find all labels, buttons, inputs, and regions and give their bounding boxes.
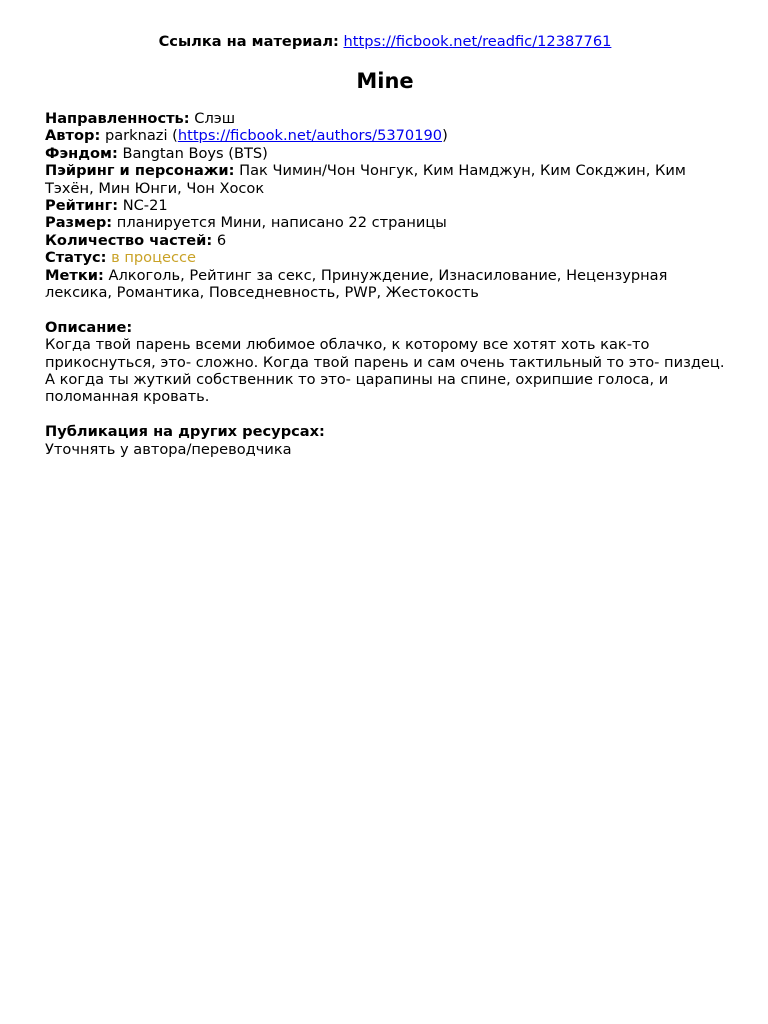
- tags-label: Метки:: [45, 266, 104, 284]
- publication-label: Публикация на других ресурсах:: [45, 423, 325, 441]
- size-value: планируется Мини, написано 22 страницы: [116, 214, 447, 232]
- rating-label: Рейтинг:: [45, 197, 119, 215]
- tags-value: Алкоголь, Рейтинг за секс, Принуждение, Изнасилование, Нецензурная лексика, Романтика, Повседневность, PWP, Жестокость: [45, 266, 668, 302]
- source-label: Ссылка на материал:: [158, 33, 339, 50]
- description-section: [45, 319, 725, 406]
- rating-row: [45, 197, 725, 214]
- parts-row: [45, 232, 725, 249]
- parts-value: 6: [216, 231, 227, 249]
- pairing-value: Пак Чимин/Чон Чонгук, Ким Намджун, Ким Сокджин, Ким Тэхён, Мин Юнги, Чон Хосок: [45, 162, 686, 197]
- description-text: Когда твой парень всеми любимое облачко, к которому все хотят хоть как-то прикоснуться, это- сложно. Когда твой парень и сам очень тактильный то это- пиздец. А когда ты жуткий собственник то это- царапины на спине, охрипшие голоса, и поломанная кровать.: [45, 336, 725, 406]
- pairing-label: Пэйринг и персонажи:: [45, 162, 235, 180]
- direction-value: Слэш: [194, 110, 236, 127]
- work-title: Mine: [356, 69, 414, 93]
- pairing-row: [45, 162, 725, 197]
- status-label: Статус:: [45, 249, 107, 267]
- parts-label: Количество частей:: [45, 231, 213, 249]
- author-label: Автор:: [45, 127, 101, 145]
- direction-label: Направленность:: [45, 110, 190, 127]
- tags-row: [45, 267, 725, 302]
- source-link[interactable]: https://ficbook.net/readfic/12387761: [343, 33, 612, 50]
- author-name: parknazi: [104, 127, 168, 145]
- work-metadata: [45, 110, 725, 301]
- fandom-label: Фэндом:: [45, 144, 118, 162]
- publication-text: Уточнять у автора/переводчика: [45, 440, 292, 458]
- document-page: [45, 32, 725, 458]
- author-row: [45, 127, 725, 144]
- status-row: [45, 249, 725, 266]
- fandom-row: [45, 145, 725, 162]
- author-paren-close: ): [442, 127, 448, 145]
- fandom-value: Bangtan Boys (BTS): [122, 144, 268, 162]
- author-paren-open: (: [167, 127, 178, 145]
- author-link[interactable]: https://ficbook.net/authors/5370190: [177, 127, 443, 145]
- status-value: в процессе: [111, 249, 197, 267]
- publication-section: [45, 423, 725, 458]
- source-line: [45, 32, 725, 52]
- direction-row: [45, 110, 725, 127]
- description-label: Описание:: [45, 318, 133, 336]
- size-label: Размер:: [45, 214, 113, 232]
- rating-value: NC-21: [122, 197, 168, 215]
- size-row: [45, 214, 725, 231]
